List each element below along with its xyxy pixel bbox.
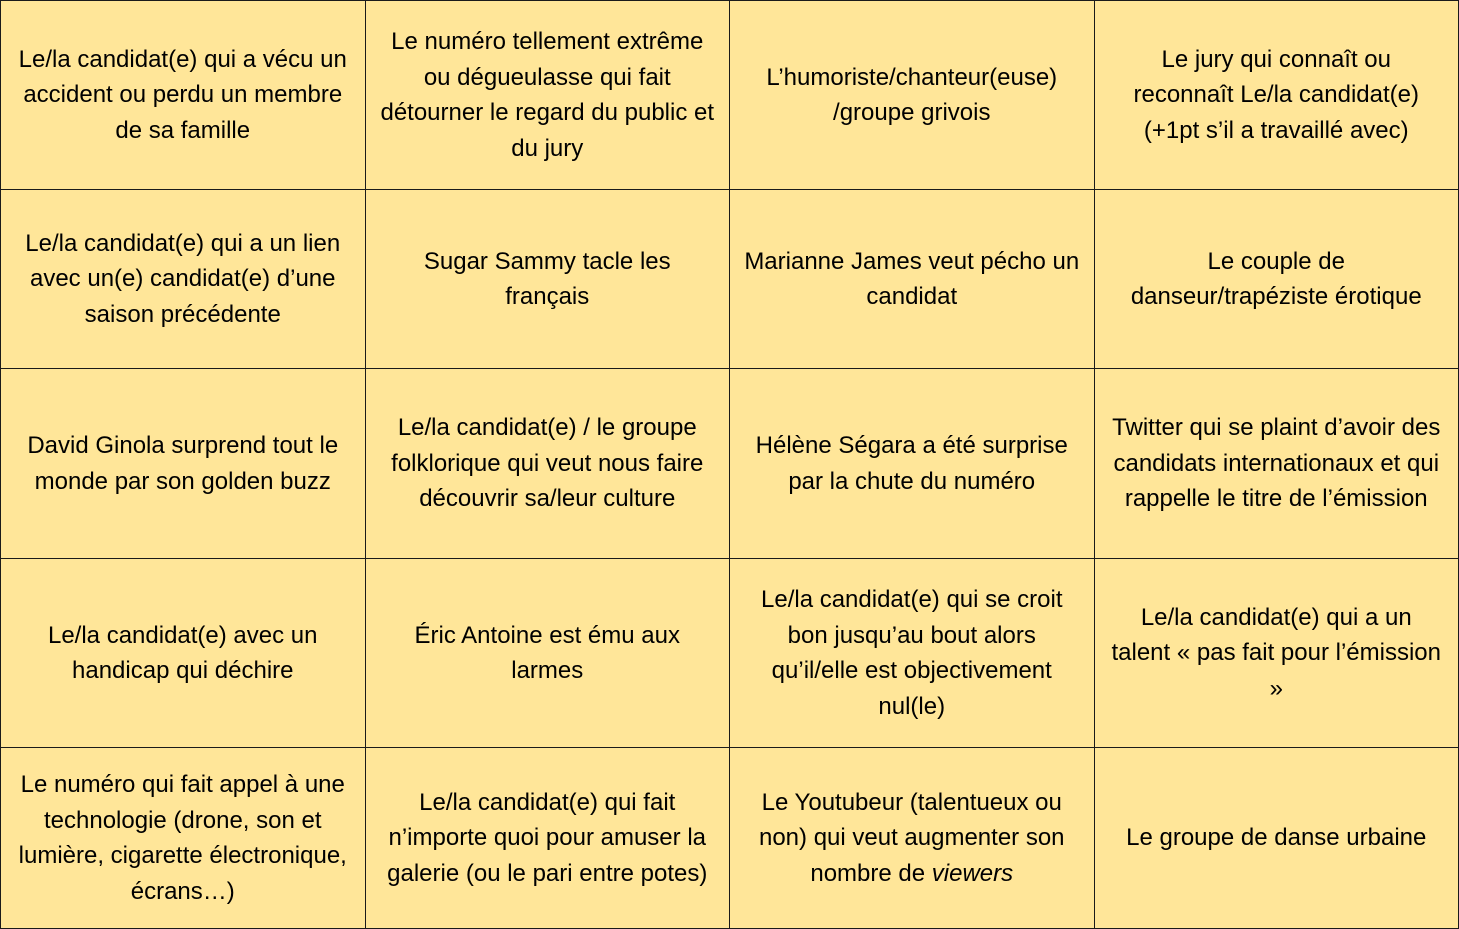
italic-word: viewers (931, 859, 1014, 887)
bingo-cell: Le/la candidat(e) avec un handicap qui déchire (1, 559, 366, 748)
bingo-row (1, 1, 1459, 190)
bingo-cell: Twitter qui se plaint d’avoir des candidats internationaux et qui rappelle le titre de l’émission (1094, 369, 1459, 559)
bingo-cell: Marianne James veut pécho un candidat (730, 190, 1095, 369)
bingo-row (1, 190, 1459, 369)
bingo-cell (730, 748, 1095, 929)
bingo-cell: Éric Antoine est ému aux larmes (365, 559, 730, 748)
bingo-cell: Le groupe de danse urbaine (1094, 748, 1459, 929)
bingo-cell: Le numéro tellement extrême ou dégueulasse qui fait détourner le regard du public et du jury (365, 1, 730, 190)
bingo-cell: Le/la candidat(e) / le groupe folklorique qui veut nous faire découvrir sa/leur culture (365, 369, 730, 559)
cell-text: Le Youtubeur (talentueux ou non) qui veut augmenter son nombre de (758, 788, 1065, 887)
bingo-cell: Le jury qui connaît ou reconnaît Le/la candidat(e) (+1pt s’il a travaillé avec) (1094, 1, 1459, 190)
bingo-cell: Le/la candidat(e) qui a un talent « pas fait pour l’émission » (1094, 559, 1459, 748)
bingo-row (1, 369, 1459, 559)
bingo-cell: Le/la candidat(e) qui a un lien avec un(e) candidat(e) d’une saison précédente (1, 190, 366, 369)
bingo-cell: Le/la candidat(e) qui a vécu un accident ou perdu un membre de sa famille (1, 1, 366, 190)
bingo-cell: David Ginola surprend tout le monde par son golden buzz (1, 369, 366, 559)
bingo-cell: Le numéro qui fait appel à une technologie (drone, son et lumière, cigarette électronique, écrans…) (1, 748, 366, 929)
bingo-cell: Sugar Sammy tacle les français (365, 190, 730, 369)
bingo-cell: L’humoriste/chanteur(euse) /groupe grivois (730, 1, 1095, 190)
bingo-cell: Le couple de danseur/trapéziste érotique (1094, 190, 1459, 369)
bingo-row (1, 748, 1459, 929)
bingo-row (1, 559, 1459, 748)
bingo-cell: Le/la candidat(e) qui se croit bon jusqu’au bout alors qu’il/elle est objectivement nul(le) (730, 559, 1095, 748)
bingo-cell: Hélène Ségara a été surprise par la chute du numéro (730, 369, 1095, 559)
bingo-cell: Le/la candidat(e) qui fait n’importe quoi pour amuser la galerie (ou le pari entre potes) (365, 748, 730, 929)
